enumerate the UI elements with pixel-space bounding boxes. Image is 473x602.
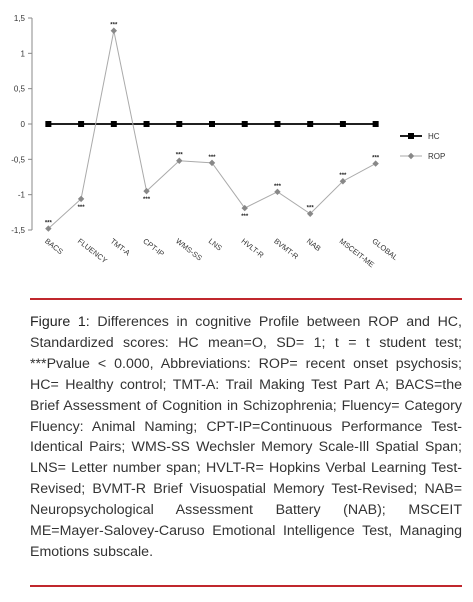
x-category-label: MSCEIT-ME bbox=[337, 236, 377, 270]
hc-point bbox=[307, 121, 313, 127]
x-category-label: NAB bbox=[304, 236, 323, 254]
hc-point bbox=[373, 121, 379, 127]
x-category-label: BVMT-R bbox=[272, 236, 301, 262]
hc-point bbox=[111, 121, 117, 127]
caption-top-rule bbox=[30, 298, 462, 300]
significance-label: *** bbox=[44, 220, 52, 227]
significance-label: *** bbox=[306, 205, 314, 212]
significance-label: *** bbox=[77, 204, 85, 211]
caption-title: Figure 1: bbox=[30, 314, 90, 330]
significance-label: *** bbox=[110, 22, 118, 29]
hc-point bbox=[340, 121, 346, 127]
x-category-label: GLOBAL bbox=[370, 236, 400, 263]
y-tick-label: -1,5 bbox=[11, 226, 25, 235]
legend-hc-marker bbox=[408, 133, 414, 139]
hc-point bbox=[78, 121, 84, 127]
hc-point bbox=[176, 121, 182, 127]
y-tick-label: 1 bbox=[20, 49, 25, 59]
hc-point bbox=[242, 121, 248, 127]
x-category-label: LNS bbox=[206, 236, 224, 253]
significance-label: *** bbox=[208, 154, 216, 161]
legend-rop-label: ROP bbox=[428, 152, 446, 161]
x-axis-ticks bbox=[43, 236, 399, 269]
y-tick-label: -1 bbox=[17, 190, 25, 200]
x-category-label: TMT-A bbox=[108, 236, 132, 258]
legend-hc-label: HC bbox=[428, 132, 440, 141]
y-tick-label: 1,5 bbox=[13, 14, 25, 23]
significance-label: *** bbox=[143, 197, 151, 204]
significance-label: *** bbox=[372, 155, 380, 162]
y-tick-label: 0 bbox=[20, 120, 25, 129]
figure-caption bbox=[30, 312, 462, 563]
significance-label: *** bbox=[175, 152, 183, 159]
y-axis-ticks bbox=[11, 14, 32, 235]
rop-point bbox=[242, 205, 248, 211]
hc-point bbox=[274, 121, 280, 127]
y-tick-label: 0,5 bbox=[13, 84, 25, 94]
significance-label: *** bbox=[273, 183, 281, 190]
hc-point bbox=[45, 121, 51, 127]
figure bbox=[0, 0, 473, 300]
hc-point bbox=[209, 121, 215, 127]
x-category-label: CPT-IP bbox=[141, 236, 166, 259]
significance-label: *** bbox=[241, 214, 249, 221]
series-line-rop bbox=[48, 31, 375, 229]
hc-point bbox=[144, 121, 150, 127]
legend-rop-marker bbox=[408, 153, 414, 159]
series-layer bbox=[45, 28, 379, 232]
caption-bottom-rule bbox=[30, 585, 462, 587]
significance-label: *** bbox=[339, 173, 347, 180]
x-category-label: FLUENCY bbox=[75, 236, 109, 266]
x-category-label: HVLT-R bbox=[239, 236, 266, 260]
x-category-label: BACS bbox=[43, 236, 65, 257]
legend bbox=[400, 132, 445, 161]
x-category-label: WMS-SS bbox=[174, 236, 204, 263]
line-chart bbox=[0, 0, 473, 300]
caption-text: Differences in cognitive Profile between ROP and HC, Standardized scores: HC mean=O, SD= 1; t = t student test; ***Pvalue < 0.000, Abbreviations: ROP= recent onset psychosis; HC= Healthy control; TMT-A: Trail Making Test Part A; BACS=the Brief Assessment of Cognition in Schizophrenia; Fluency= Category Fluency: Animal Naming; CPT-IP=Continuous Performance Test-Identical Pairs; WMS-SS Wechsler Memory Scale-Ill Spatial Span; LNS= Letter number span; HVLT-R= Hopkins Verbal Learning Test- Revised; BVMT-R Brief Visuospatial Memory Test-Revised; NAB= Neuropsychological Assessment Battery (NAB); MSCEIT ME=Mayer-Salovey-Caruso Emotional Intelligence Test, Managing Emotions subscale. bbox=[30, 314, 462, 560]
y-tick-label: -0,5 bbox=[11, 155, 25, 165]
